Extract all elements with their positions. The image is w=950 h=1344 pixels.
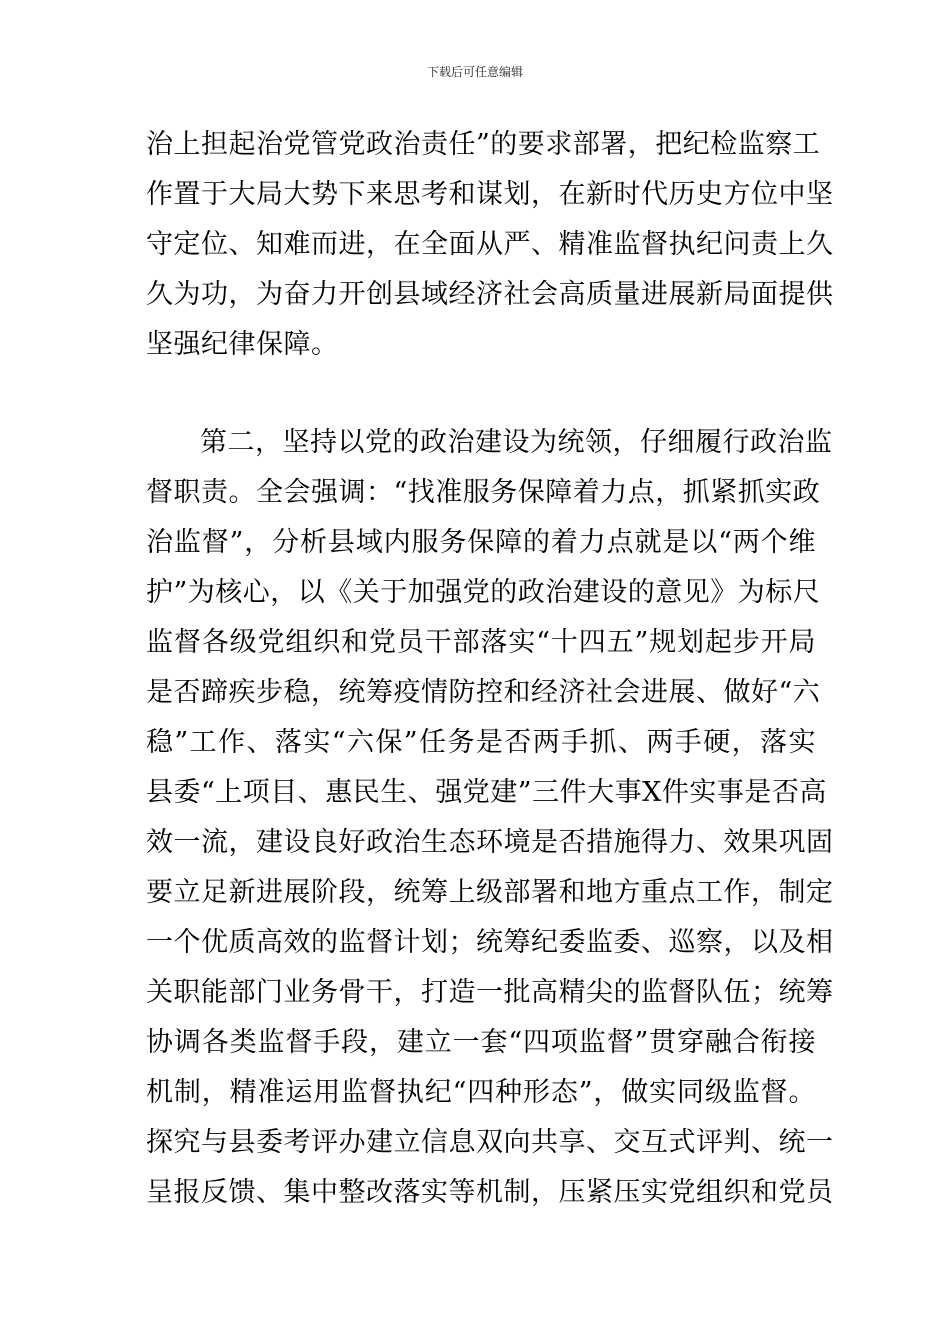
- text-line: 护”为核心，以《关于加强党的政治建设的意见》为标尺: [146, 577, 821, 608]
- text-line: 县委“上项目、惠民生、强党建”三件大事X件实事是否高: [146, 777, 827, 808]
- text-line: 稳”工作、落实“六保”任务是否两手抓、两手硬，落实: [146, 727, 816, 758]
- paragraph-spacer: [146, 370, 816, 418]
- page-header: 下载后可任意编辑: [426, 65, 523, 79]
- paragraph-1: [146, 120, 834, 370]
- text-line: 效一流，建设良好政治生态环境是否措施得力、效果巩固: [146, 827, 834, 858]
- text-line: 一个优质高效的监督计划；统筹纪委监委、巡察，以及相: [146, 927, 834, 958]
- text-line: 督职责。全会强调：“找准服务保障着力点，抓紧抓实政: [146, 477, 821, 508]
- text-line: 机制，精准运用监督执纪“四种形态”，做实同级监督。: [146, 1077, 816, 1108]
- text-line: 守定位、知难而进，在全面从严、精准监督执纪问责上久: [146, 229, 834, 260]
- text-line: 第二，坚持以党的政治建设为统领，仔细履行政治监: [200, 427, 833, 458]
- paragraph-2: [146, 418, 834, 1218]
- text-line: 探究与县委考评办建立信息双向共享、交互式评判、统一: [146, 1127, 834, 1158]
- text-line: 呈报反馈、集中整改落实等机制，压紧压实党组织和党员: [146, 1177, 834, 1208]
- text-line: 关职能部门业务骨干，打造一批高精尖的监督队伍；统筹: [146, 977, 834, 1008]
- text-line: 久为功，为奋力开创县域经济社会高质量进展新局面提供: [146, 279, 834, 310]
- text-line: 作置于大局大势下来思考和谋划，在新时代历史方位中坚: [146, 179, 834, 210]
- text-line: 治上担起治党管党政治责任”的要求部署，把纪检监察工: [146, 129, 821, 160]
- text-line: 坚强纪律保障。: [146, 329, 339, 360]
- text-line: 监督各级党组织和党员干部落实“十四五”规划起步开局: [146, 627, 816, 658]
- document-body: [146, 120, 834, 1218]
- text-line: 是否蹄疾步稳，统筹疫情防控和经济社会进展、做好“六: [146, 677, 821, 708]
- text-line: 要立足新进展阶段，统筹上级部署和地方重点工作，制定: [146, 877, 834, 908]
- text-line: 协调各类监督手段，建立一套“四项监督”贯穿融合衔接: [146, 1027, 816, 1058]
- text-line: 治监督”，分析县域内服务保障的着力点就是以“两个维: [146, 527, 816, 558]
